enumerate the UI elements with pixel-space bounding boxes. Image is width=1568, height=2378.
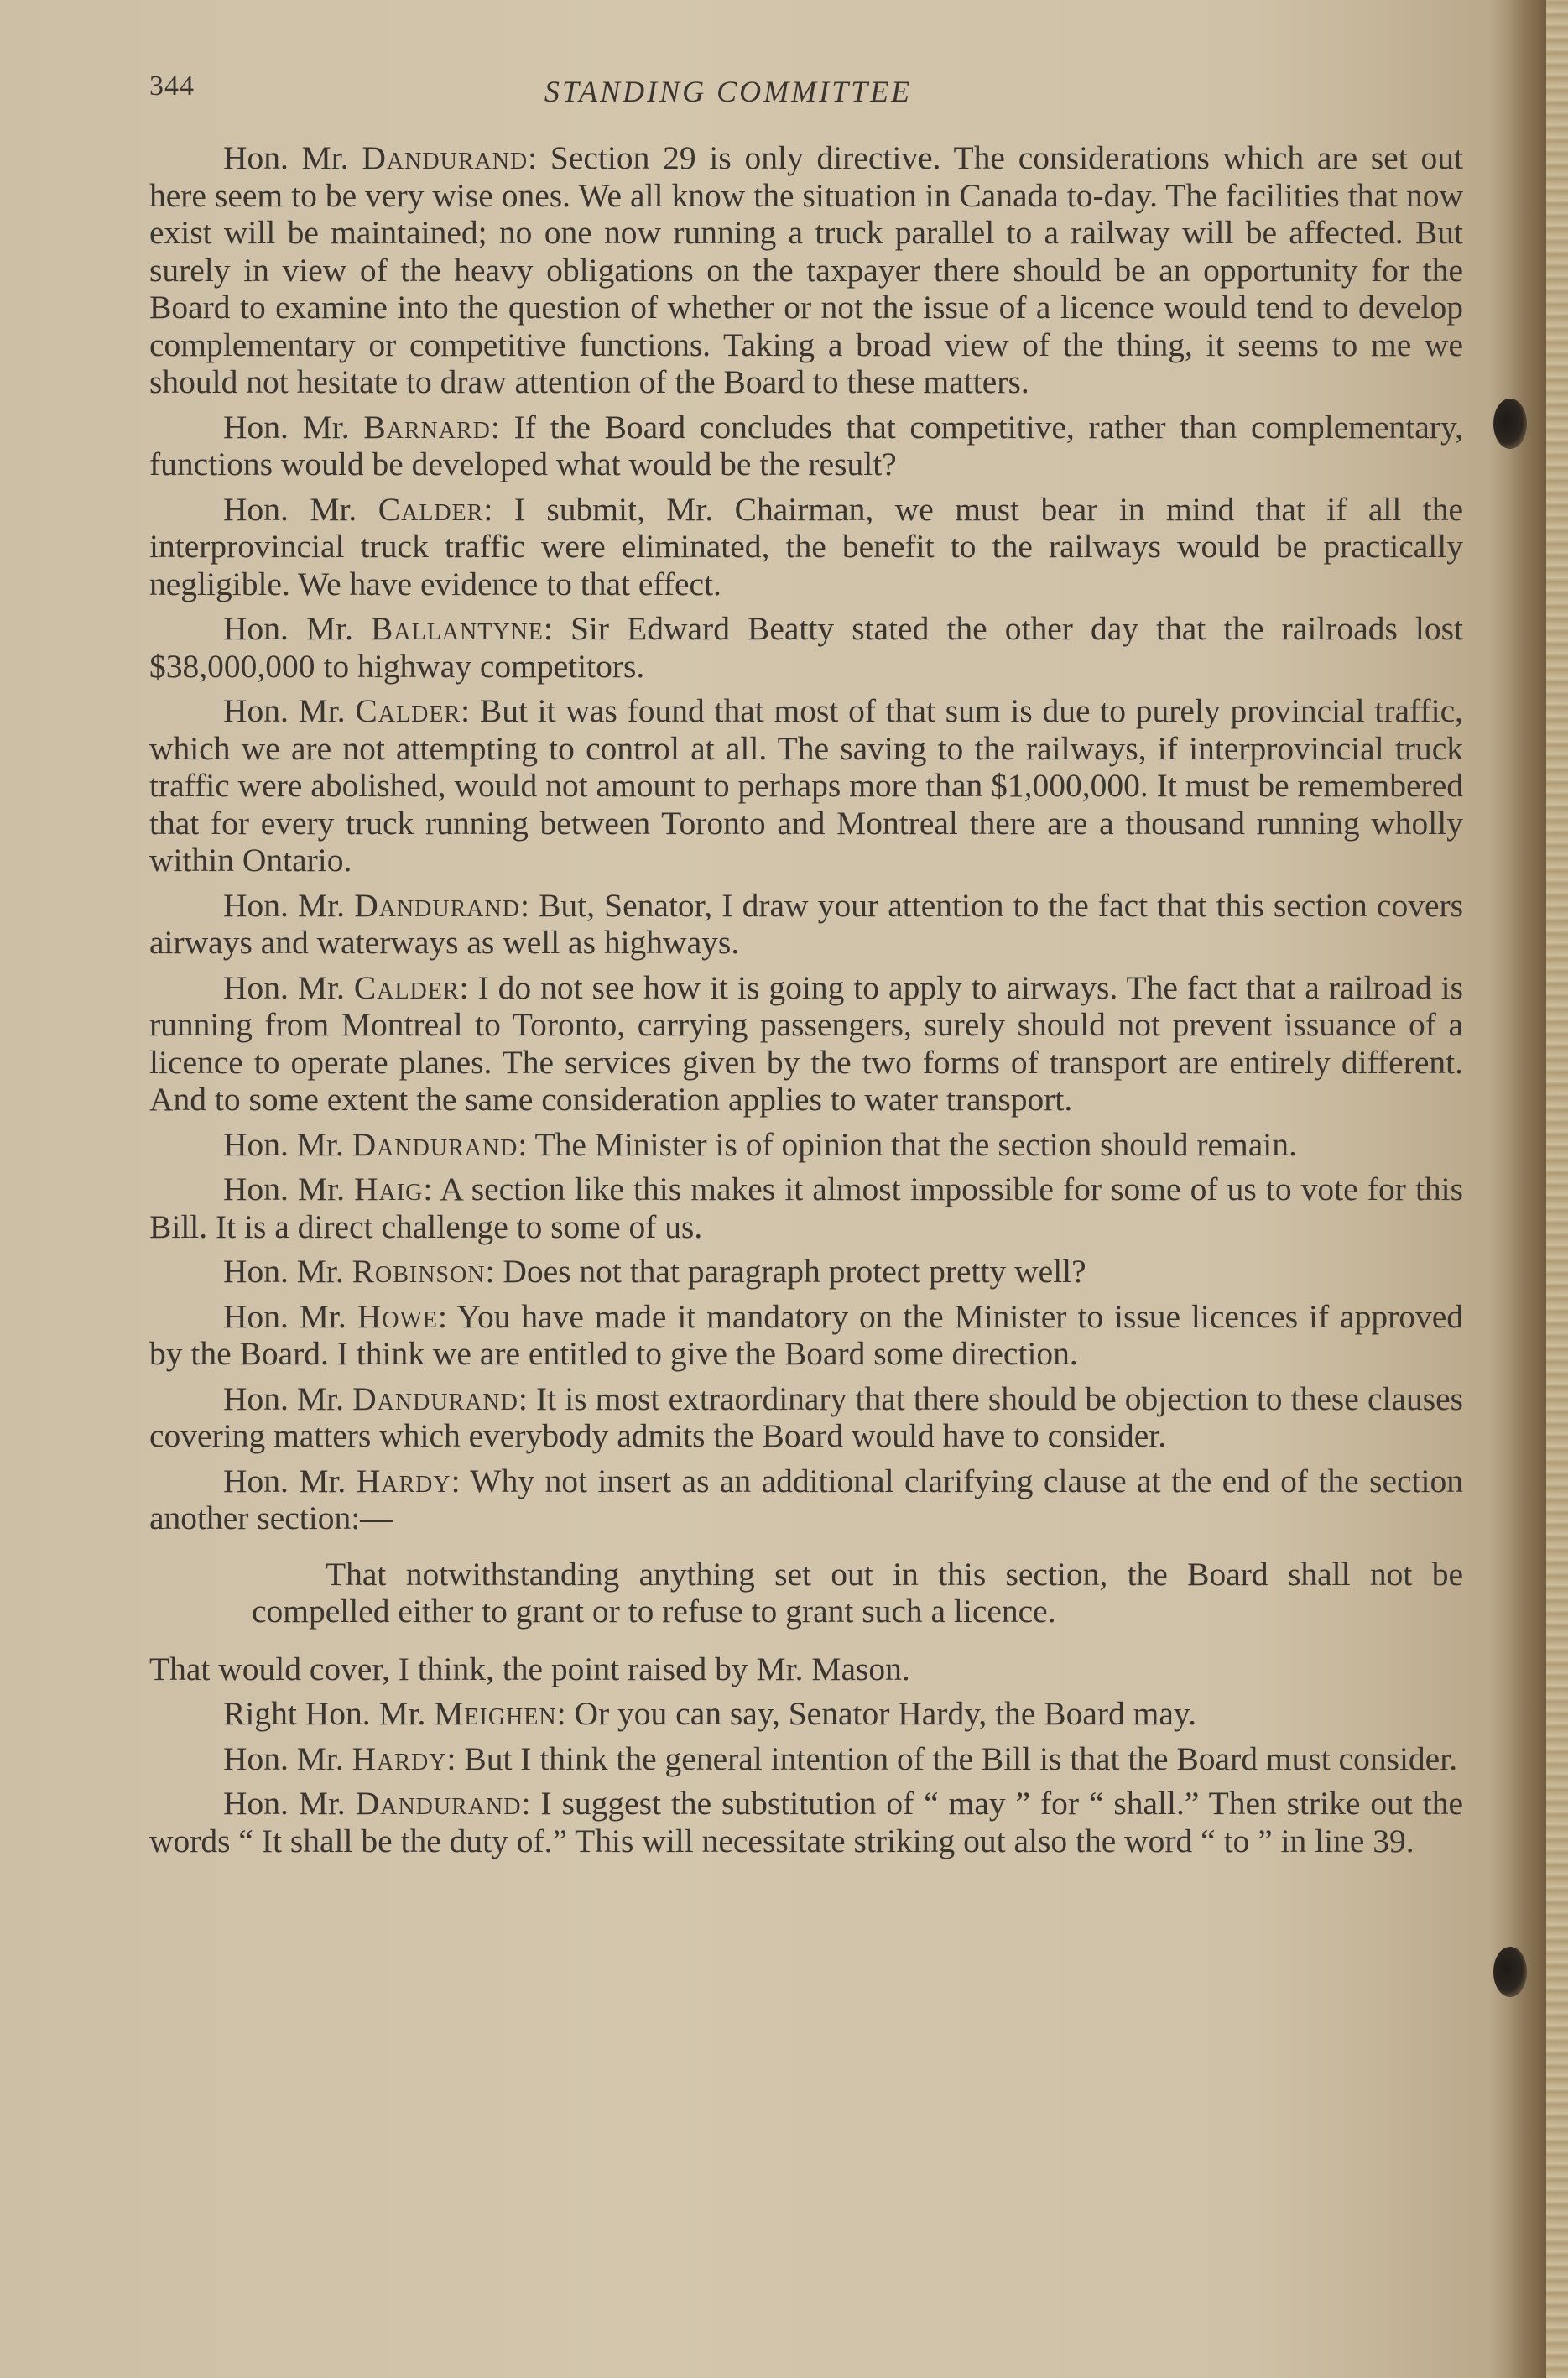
speaker-prefix: Hon. Mr. — [223, 1297, 346, 1335]
speaker-prefix: Hon. Mr. — [223, 1379, 344, 1417]
speaker-name: Calder — [355, 692, 461, 729]
speaker-prefix: Right Hon. Mr. — [223, 1695, 426, 1732]
paragraph-text: I do not see how it is going to apply to airways. The fact that a railroad is running from Montreal to Toronto, carrying passengers, surely should not prevent issuance of a licence to operate planes. The services given by the two forms of transport are entirely different. And to some extent the same consideration applies to water transport. — [149, 968, 1463, 1118]
speaker-name: Howe — [357, 1297, 438, 1335]
paragraph-text: You have made it mandatory on the Minister to issue licences if approved by the Board. I think we are entitled to give the Board some direction. — [149, 1297, 1464, 1372]
speaker-name: Ballantyne — [371, 610, 544, 647]
paragraph-text: Does not that paragraph protect pretty well? — [503, 1253, 1086, 1290]
paragraph-text: Or you can say, Senator Hardy, the Board may. — [574, 1695, 1196, 1732]
speaker-name: Hardy — [356, 1462, 451, 1499]
paragraph: Hon. Mr. Dandurand: The Minister is of opinion that the section should remain. — [223, 1125, 1297, 1163]
page-number: 344 — [149, 70, 195, 102]
speaker-prefix: Hon. Mr. — [223, 408, 350, 446]
speaker-prefix: Hon. Mr. — [223, 1253, 344, 1290]
paragraph-text: I submit, Mr. Chairman, we must bear in mind that if all the interprovincial truck traffic were eliminated, the benefit to the railways would be practically negligible. We have evidence to that effect. — [149, 490, 1464, 602]
paragraph: Hon. Mr. Hardy: Why not insert as an additional clarifying clause at the end of the section another section:— — [149, 1462, 1463, 1536]
speaker-prefix: Hon. Mr. — [223, 692, 346, 729]
paragraph-text: If the Board concludes that competitive, rather than complementary, functions would be developed what would be the result? — [149, 408, 1464, 482]
paragraph: Hon. Mr. Dandurand: It is most extraordinary that there should be objection to these clauses covering matters which everybody admits the Board would have to consider. — [149, 1379, 1464, 1454]
continuation-text: That would cover, I think, the point raised by Mr. Mason. — [149, 1650, 910, 1687]
speaker-prefix: Hon. Mr. — [223, 1125, 344, 1163]
paragraph: Hon. Mr. Robinson: Does not that paragraph protect pretty well? — [223, 1253, 1086, 1290]
block-quote: That notwithstanding anything set out in this section, the Board shall not be compelled either to grant or to refuse to grant such a licence. — [252, 1555, 1463, 1630]
speaker-name: Barnard — [363, 408, 491, 446]
binding-hole — [1493, 1947, 1527, 1997]
paragraph-text: Sir Edward Beatty stated the other day that the railroads lost $38,000,000 to highway competitors. — [149, 610, 1464, 685]
paragraph-text: Section 29 is only directive. The considerations which are set out here seem to be very wise ones. We all know the situation in Canada to-day. The facilities that now exist will be maintained; no one now running a truck parallel to a railway will be affected. But surely in view of the heavy obligations on the taxpayer there should be an opportunity for the Board to examine into the question of whether or not the issue of a licence would tend to develop complementary or competitive functions. Taking a broad view of the thing, it seems to me we should not hesitate to draw attention of the Board to these matters. — [149, 139, 1464, 400]
speaker-name: Dandurand — [352, 1379, 518, 1417]
paragraph: Hon. Mr. Hardy: But I think the general intention of the Bill is that the Board must consider. — [223, 1739, 1458, 1777]
speaker-name: Dandurand — [352, 1125, 518, 1163]
speaker-prefix: Hon. Mr. — [223, 139, 349, 176]
paragraph: Hon. Mr. Barnard: If the Board concludes that competitive, rather than complementary, functions would be developed what would be the result? — [149, 408, 1464, 482]
speaker-name: Hardy — [352, 1739, 447, 1777]
paragraph: Hon. Mr. Calder: I do not see how it is going to apply to airways. The fact that a railroad is running from Montreal to Toronto, carrying passengers, surely should not prevent issuance of a licence to operate planes. The services given by the two forms of transport are entirely different. And to some extent the same consideration applies to water transport. — [149, 968, 1463, 1118]
paragraph: Hon. Mr. Howe: You have made it mandatory on the Minister to issue licences if approved by the Board. I think we are entitled to give the Board some direction. — [149, 1297, 1464, 1372]
speaker-prefix: Hon. Mr. — [223, 886, 346, 924]
speaker-name: Dandurand — [354, 886, 520, 924]
speaker-prefix: Hon. Mr. — [223, 490, 357, 528]
speaker-prefix: Hon. Mr. — [223, 968, 345, 1006]
speaker-prefix: Hon. Mr. — [223, 1462, 346, 1499]
speaker-name: Dandurand — [362, 139, 529, 176]
text-column — [149, 139, 1463, 1867]
speaker-prefix: Hon. Mr. — [223, 1171, 345, 1207]
speaker-name: Meighen — [434, 1695, 557, 1732]
page-edge — [1546, 0, 1568, 2378]
speaker-name: Haig — [354, 1171, 424, 1207]
paragraph-text: I suggest the substitution of “ may ” for “ shall.” Then strike out the words “ It shall be the duty of.” This will necessitate striking out also the word “ to ” in line 39. — [149, 1785, 1463, 1859]
paragraph-text: Why not insert as an additional clarifying clause at the end of the section another section:— — [149, 1462, 1463, 1536]
paragraph-text: But, Senator, I draw your attention to the fact that this section covers airways and waterways as well as highways. — [149, 886, 1464, 961]
speaker-name: Calder — [353, 968, 460, 1006]
paragraph: Hon. Mr. Dandurand: I suggest the substitution of “ may ” for “ shall.” Then strike out the words “ It shall be the duty of.” This will necessitate striking out also the word “ to ” in line 39. — [149, 1785, 1463, 1859]
speaker-prefix: Hon. Mr. — [223, 1739, 344, 1777]
speaker-prefix: Hon. Mr. — [223, 610, 353, 647]
paragraph: Hon. Mr. Haig: A section like this makes it almost impossible for some of us to vote for this Bill. It is a direct challenge to some of us. — [149, 1171, 1464, 1245]
speaker-prefix: Hon. Mr. — [223, 1785, 346, 1822]
paragraph: Right Hon. Mr. Meighen: Or you can say, Senator Hardy, the Board may. — [223, 1695, 1196, 1732]
paragraph: Hon. Mr. Calder: I submit, Mr. Chairman, we must bear in mind that if all the interprovincial truck traffic were eliminated, the benefit to the railways would be practically negligible. We have evidence to that effect. — [149, 490, 1464, 602]
paragraph: Hon. Mr. Calder: But it was found that most of that sum is due to purely provincial traffic, which we are not attempting to control at all. The saving to the railways, if interprovincial truck traffic were abolished, would not amount to perhaps more than $1,000,000. It must be remembered that for every truck running between Toronto and Montreal there are a thousand running wholly within Ontario. — [149, 692, 1463, 879]
paragraph-text: The Minister is of opinion that the section should remain. — [534, 1125, 1297, 1163]
speaker-name: Robinson — [352, 1253, 486, 1290]
paragraph-text: It is most extraordinary that there should be objection to these clauses covering matters which everybody admits the Board would have to consider. — [149, 1379, 1464, 1454]
binding-hole — [1493, 399, 1527, 449]
running-header — [149, 70, 1458, 121]
paragraph: Hon. Mr. Ballantyne: Sir Edward Beatty stated the other day that the railroads lost $38,000,000 to highway competitors. — [149, 610, 1464, 685]
speaker-name: Calder — [378, 490, 484, 528]
paragraph: Hon. Mr. Dandurand: But, Senator, I draw your attention to the fact that this section covers airways and waterways as well as highways. — [149, 886, 1464, 961]
paragraph-text: But I think the general intention of the Bill is that the Board must consider. — [464, 1739, 1458, 1777]
paragraph-text: But it was found that most of that sum is due to purely provincial traffic, which we are not attempting to control at all. The saving to the railways, if interprovincial truck traffic were abolished, would not amount to perhaps more than $1,000,000. It must be remembered that for every truck running between Toronto and Montreal there are a thousand running wholly within Ontario. — [149, 692, 1463, 879]
speaker-name: Dandurand — [355, 1785, 522, 1822]
paragraph-text: A section like this makes it almost impossible for some of us to vote for this Bill. It is a direct challenge to some of us. — [149, 1171, 1464, 1245]
header-title: STANDING COMMITTEE — [544, 75, 913, 108]
paragraph: Hon. Mr. Dandurand: Section 29 is only directive. The considerations which are set out here seem to be very wise ones. We all know the situation in Canada to-day. The facilities that now exist will be maintained; no one now running a truck parallel to a railway will be affected. But surely in view of the heavy obligations on the taxpayer there should be an opportunity for the Board to examine into the question of whether or not the issue of a licence would tend to develop complementary or competitive functions. Taking a broad view of the thing, it seems to me we should not hesitate to draw attention of the Board to these matters. — [149, 139, 1464, 400]
